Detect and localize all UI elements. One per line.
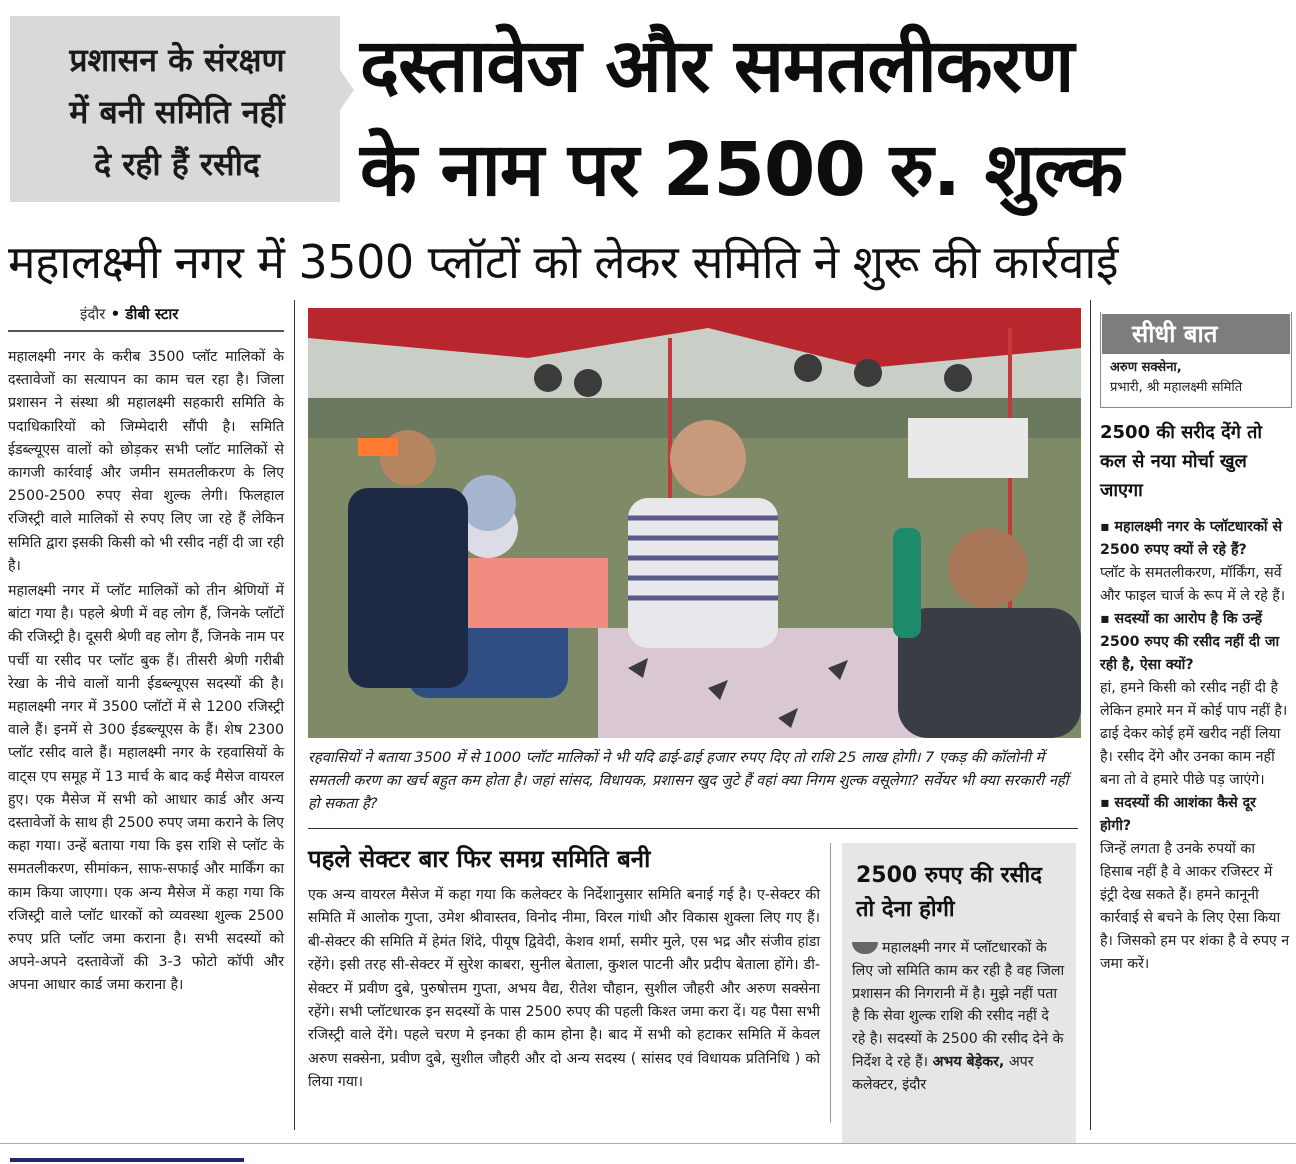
quote-rule (830, 843, 831, 1123)
section-body: एक अन्य वायरल मैसेज में कहा गया कि कलेक्टर के निर्देशानुसार समिति बनाई गई है। ए-सेक्टर की समिति में आलोक गुप्ता, उमेश श्रीवास्तव, विनोद नीमा, विरल गांधी और विकास शुक्ला लिए गए हैं। बी-सेक्टर की समिति में हेमंत शिंदे, पीयूष द्विवेदी, केशव शर्मा, समीर मुले, एस भद्र और संजीव हांडा रहेंगे। इसी तरह सी-सेक्टर में सुरेश काबरा, सुनील बेताला, कुशल पाटनी और प्रदीप बेताला होंगे। डी-सेक्टर में प्रवीण दुबे, पुरुषोत्तम गुप्ता, अभय वैद्य, रीतेश चौहान, सुशील जौहरी और अरुण सक्सेना रहेंगे। सभी प्लॉटधारक इन सदस्यों के पास 2500 रुपए की पहली किश्त जमा करा दें। यह पैसा सभी रजिस्ट्री वाले देंगे। पहले चरण मे इनका ही काम होना है। बाद में सभी को हटाकर समिति में केवल अरुण सक्सेना, प्रवीण दुबे, सुशील जौहरी और दो अन्य सदस्य ( सांसद एवं विधायक प्रतिनिधि ) को लिया गया। (308, 887, 820, 1091)
sidebar-answer-2: हां, हमने किसी को रसीद नहीं दी है लेकिन हमारे मन में कोई पाप नहीं है। ढाई देकर कोई हमें खरीद नहीं लिया है। रसीद देंगे और उनका काम नहीं बना तो वे हमारे पीछे पड़ जाएंगे। (1100, 680, 1288, 788)
sub-headline: महालक्ष्मी नगर में 3500 प्लॉटों को लेकर समिति ने शुरू की कार्रवाई (8, 235, 1118, 289)
left-paragraph-1: महालक्ष्मी नगर के करीब 3500 प्लॉट मालिकों के दस्तावेजों का सत्यापन का काम चल रहा है। जिला प्रशासन ने संस्था श्री महालक्ष्मी सहकारी समिति के पदाधिकारियों को जिम्मेदारी सौंपी है। समिति ईडब्ल्यूएस वालों को छोड़कर सभी प्लॉट मालिकों से कागजी कार्रवाई और जमीन समतलीकरण के लिए 2500-2500 रुपए सेवा शुल्क लेगी। फिलहाल रजिस्ट्री वाले मालिकों से रुपए लिए जा रहे हैं लेकिन समिति द्वारा इसकी किसी को भी रसीद नहीं दी जा रही है। (8, 349, 284, 574)
sidebar-question-2: ▪ सदस्यों का आरोप है कि उन्हें 2500 रुपए की रसीद नहीं दी जा रही है, ऐसा क्यों? (1100, 611, 1280, 673)
photo-caption: रहवासियों ने बताया 3500 में से 1000 प्लॉट मालिकों ने भी यदि ढाई-ढाई हजार रुपए दिए तो राशि 25 लाख होगी। 7 एकड़ की कॉलोनी में समतली करण का खर्च बहुत कम होता है। जहां सांसद, विधायक, प्रशासन खुद जुटे हैं वहां क्या निगम शुल्क वसूलेगा? सर्वेयर भी क्या सरकारी नहीं हो सकता है? (308, 749, 1069, 812)
footer-bar (10, 1158, 244, 1162)
column-rule-left (294, 300, 295, 1130)
sidebar-title: 2500 की सरीद देंगे तो कल से नया मोर्चा खुल जाएगा (1100, 422, 1263, 501)
quote-signer: अभय बेड़ेकर, (932, 1053, 1005, 1070)
byline-place: इंदौर (80, 305, 106, 323)
news-photo (308, 308, 1081, 738)
sidebar-answer-1: प्लॉट के समतलीकरण, मॉर्किंग, सर्वे और फाइल चार्ज के रूप में ले रहे हैं। (1100, 565, 1286, 604)
kicker-line-1: प्रशासन के संरक्षण (69, 41, 285, 79)
sidebar-person (1110, 358, 1242, 398)
byline (80, 304, 178, 324)
photo-illustration (308, 308, 1081, 738)
kicker-line-3: दे रही हैं रसीद (94, 145, 260, 183)
byline-separator: • (110, 305, 121, 323)
quote-body-wrap (852, 937, 1066, 1097)
quote-body: महालक्ष्मी नगर में प्लॉटधारकों के लिए जो समिति काम कर रही है वह जिला प्रशासन की निगरानी में है। मुझे नहीं पता है कि सेवा शुल्क राशि की रसीद नहीं दे रहे है। सदस्यों के 2500 की रसीद देने के निर्देश दे रहे हैं। (852, 940, 1065, 1070)
byline-source: डीबी स्टार (125, 305, 179, 323)
section-heading: पहले सेक्टर बार फिर समग्र समिति बनी (308, 845, 651, 873)
caption-rule (308, 828, 1078, 829)
sidebar-person-role: प्रभारी, श्री महालक्ष्मी समिति (1110, 380, 1243, 395)
sidebar-tag: सीधी बात (1102, 314, 1290, 354)
sidebar-question-1: ▪ महालक्ष्मी नगर के प्लॉटधारकों से 2500 रुपए क्यों ले रहे हैं? (1100, 519, 1283, 558)
kicker-box (10, 16, 340, 202)
left-column-article (8, 346, 284, 1000)
quote-box (842, 843, 1076, 1143)
quote-mark-icon (852, 942, 878, 954)
column-rule-right (1090, 300, 1091, 1130)
bottom-rule (0, 1143, 1296, 1144)
quote-title: 2500 रुपए की रसीद तो देना होगी (856, 863, 1042, 922)
kicker-pointer (340, 70, 354, 110)
headline-line-1: दस्तावेज और समतलीकरण (360, 23, 1074, 109)
headline-line-2: के नाम पर 2500 रु. शुल्क (360, 127, 1123, 213)
left-paragraph-2: महालक्ष्मी नगर में प्लॉट मालिकों को तीन श्रेणियों में बांटा गया है। पहले श्रेणी में वह लोग हैं, जिनके प्लॉटों की रजिस्ट्री है। दूसरी श्रेणी वह लोग हैं, जिनके नाम पर पर्ची या रसीद पर प्लॉट बुक हैं। तीसरी श्रेणी गरीबी रेखा के नीचे वालों यानी ईडब्ल्यूएस सदस्यों की है। महालक्ष्मी नगर में 3500 प्लॉटों में से 1200 रजिस्ट्री वाले हैं। इनमें से 300 ईडब्ल्यूएस के हैं। शेष 2300 प्लॉट रसीद वाले हैं। महालक्ष्मी नगर के रहवासियों के वाट्स एप समूह में 13 मार्च के बाद कई मैसेज वायरल हुए। एक मैसेज में सभी को आधार कार्ड और अन्य दस्तावेजों के साथ ही 2500 रुपए जमा कराने के लिए कहा गया। उन्हें बताया गया कि इस राशि से प्लॉट के समतलीकरण, सीमांकन, साफ-सफाई और मार्किंग का काम किया जाएगा। एक अन्य मैसेज में कहा गया कि रजिस्ट्री वाले प्लॉट धारकों को व्यवस्था शुल्क 2500 रुपए प्रति प्लॉट जमा कराना है। सभी सदस्यों को अपने-अपने दस्तावेजों की 3-3 फोटो कॉपी और अपना आधार कार्ड जमा कराना है। (8, 583, 284, 994)
sidebar-question-3: ▪ सदस्यों की आशंका कैसे दूर होगी? (1100, 795, 1256, 834)
main-headline (360, 14, 1290, 222)
sidebar-answer-3: जिन्हें लगता है उनके रुपयों का हिसाब नहीं है वे आकर रजिस्टर में इंट्री देख सकते हैं। हमने कानूनी कार्रवाई से बचने के लिए ऐसा किया है। जिसको हम पर शंका है वे रुपए न जमा करें। (1100, 841, 1290, 972)
sidebar-person-name: अरुण सक्सेना, (1110, 360, 1182, 375)
kicker-line-2: में बनी समिति नहीं (69, 93, 285, 131)
sidebar-qa (1100, 516, 1290, 976)
byline-rule (8, 330, 284, 332)
quote-signer-role: अपर कलेक्टर, इंदौर (852, 1053, 1034, 1093)
